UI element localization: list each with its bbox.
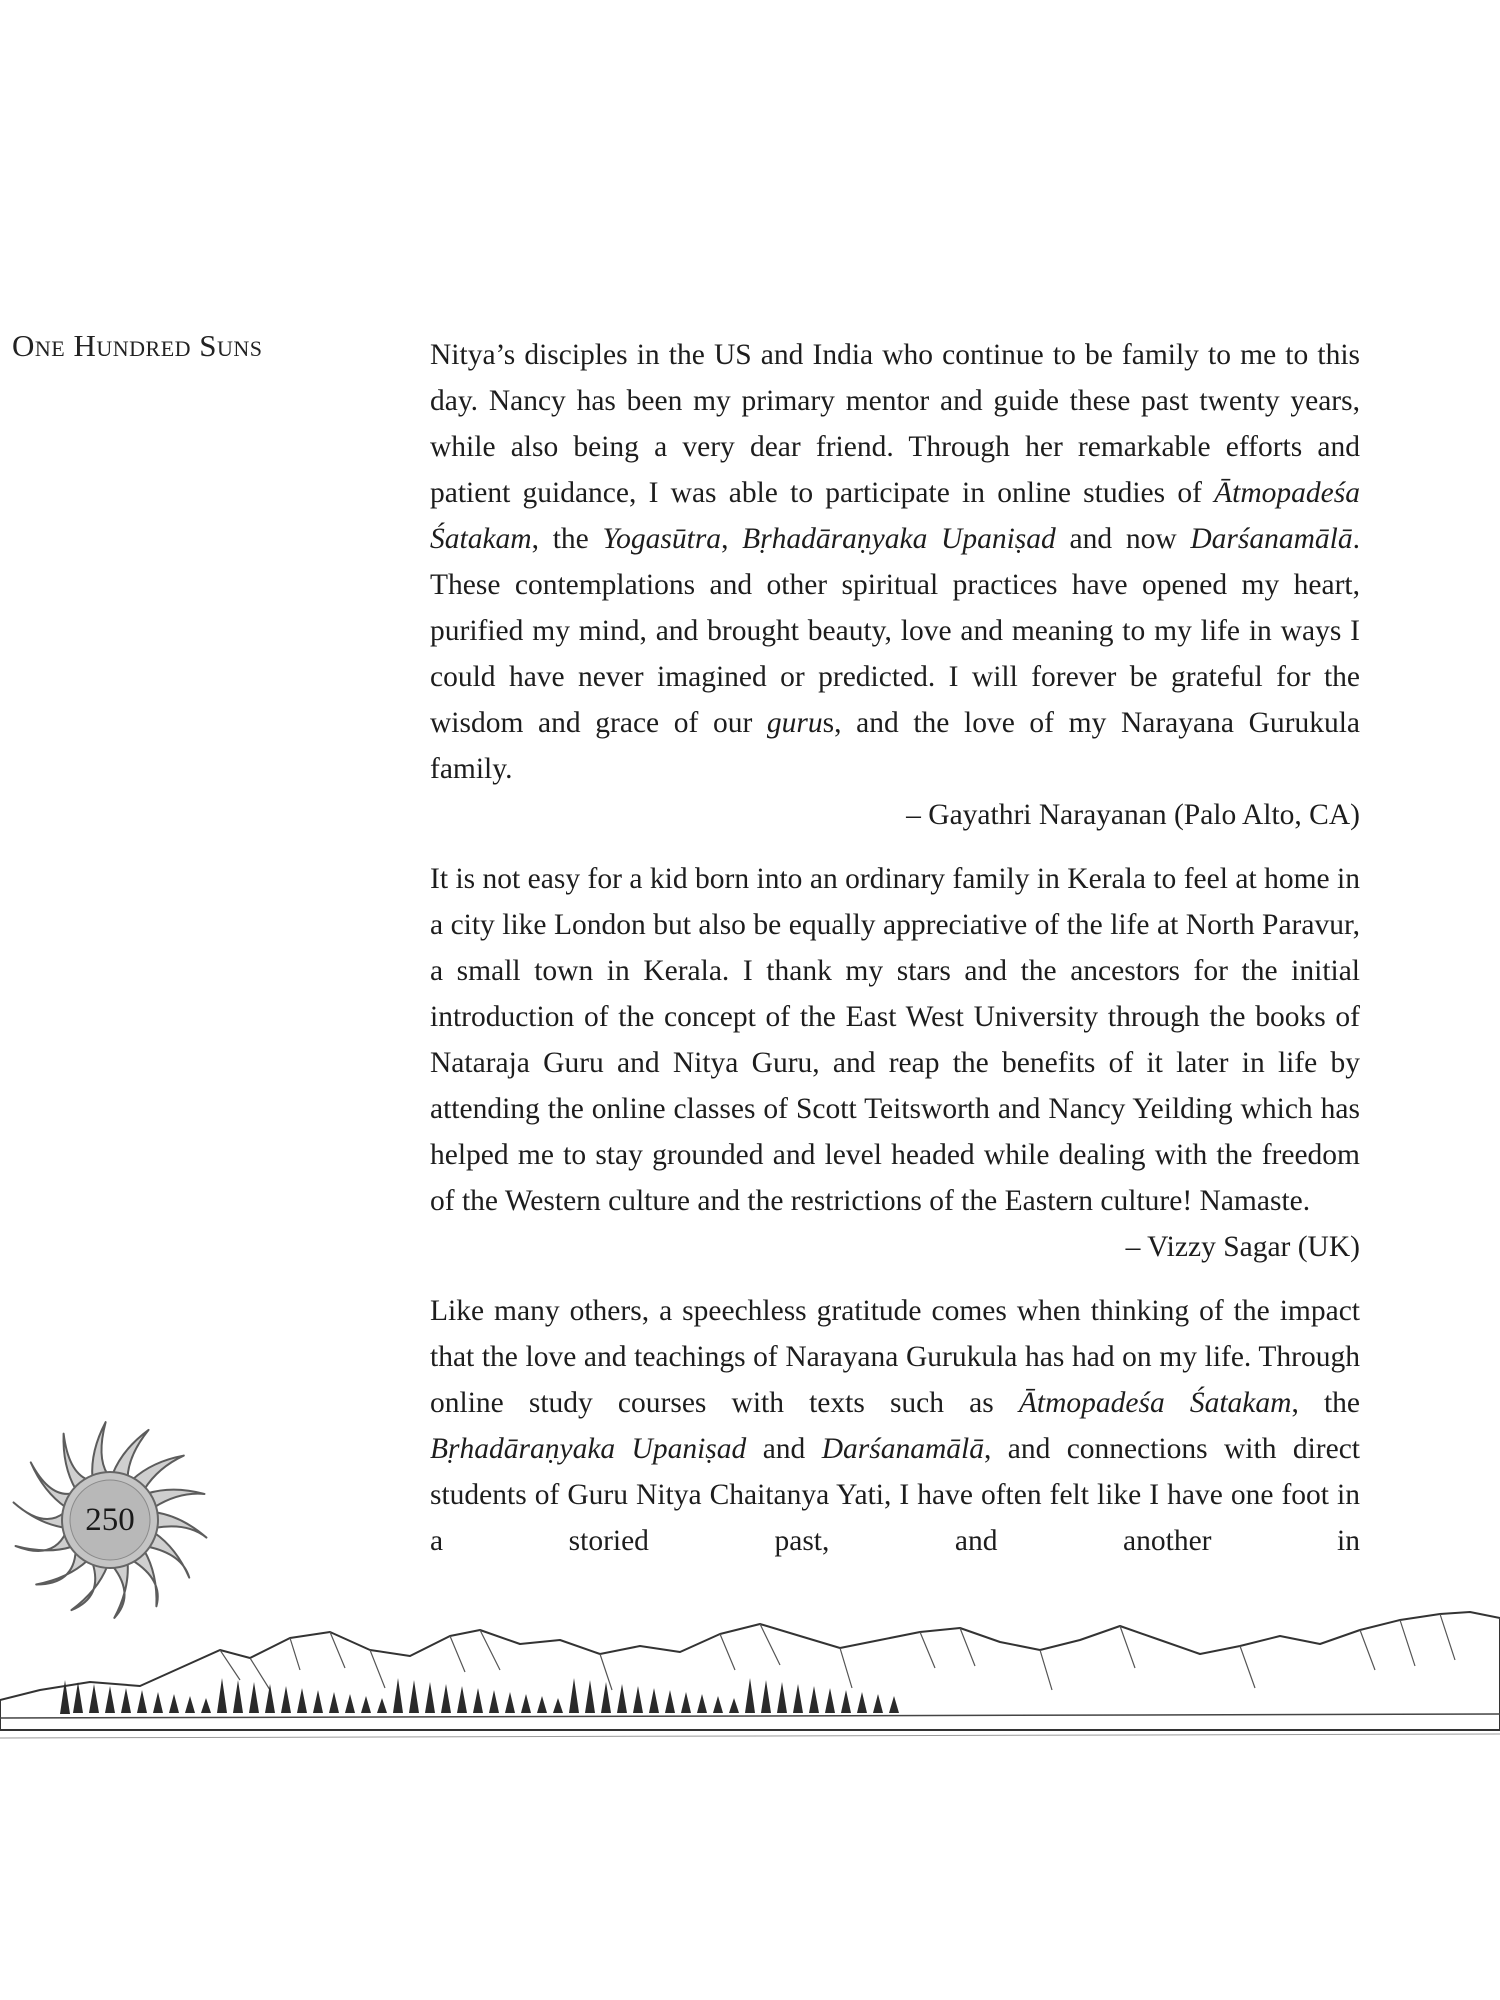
mountain-landscape-illustration	[0, 1610, 1500, 1760]
testimonial-vizzy	[430, 856, 1360, 1270]
testimonial-attribution: – Vizzy Sagar (UK)	[1125, 1231, 1360, 1263]
body-text-column	[430, 332, 1360, 1582]
running-head: One Hundred Suns	[12, 328, 263, 363]
testimonial-attribution: – Gayathri Narayanan (Palo Alto, CA)	[906, 799, 1360, 831]
folio-sun	[10, 1420, 210, 1620]
testimonial-gayathri	[430, 332, 1360, 838]
testimonial-paragraph: Nitya’s disciples in the US and India who continue to be family to me to this day. Nancy has been my primary mentor and guide these past twenty years, while also being a very dear friend. Through her remarkable efforts and patient guidance, I was able to participate in online studies of Ātmopadeśa Śatakam, the Yogasūtra, Bṛhadāraṇyaka Upaniṣad and now Darśanamālā. These contemplations and other spiritual practices have opened my heart, purified my mind, and brought beauty, love and meaning to my life in ways I could have never imagined or predicted. I will forever be grateful for the wisdom and grace of our gurus, and the love of my Narayana Gurukula family.	[430, 339, 1360, 785]
page-number: 250	[85, 1501, 135, 1538]
testimonial-third	[430, 1288, 1360, 1564]
testimonial-paragraph: Like many others, a speechless gratitude comes when thinking of the impact that the love and teachings of Narayana Gurukula has had on my life. Through online study courses with texts such as Ātmopadeśa Śatakam, the Bṛhadāraṇyaka Upaniṣad and Darśanamālā, and connections with direct students of Guru Nitya Chaitanya Yati, I have often felt like I have one foot in a storied past, and another in	[430, 1295, 1360, 1557]
testimonial-paragraph: It is not easy for a kid born into an ordinary family in Kerala to feel at home in a city like London but also be equally appreciative of the life at North Paravur, a small town in Kerala. I thank my stars and the ancestors for the initial introduction of the concept of the East West University through the books of Nataraja Guru and Nitya Guru, and reap the benefits of it later in life by attending the online classes of Scott Teitsworth and Nancy Yeilding which has helped me to stay grounded and level headed while dealing with the freedom of the Western culture and the restrictions of the Eastern culture! Namaste.	[430, 863, 1360, 1217]
